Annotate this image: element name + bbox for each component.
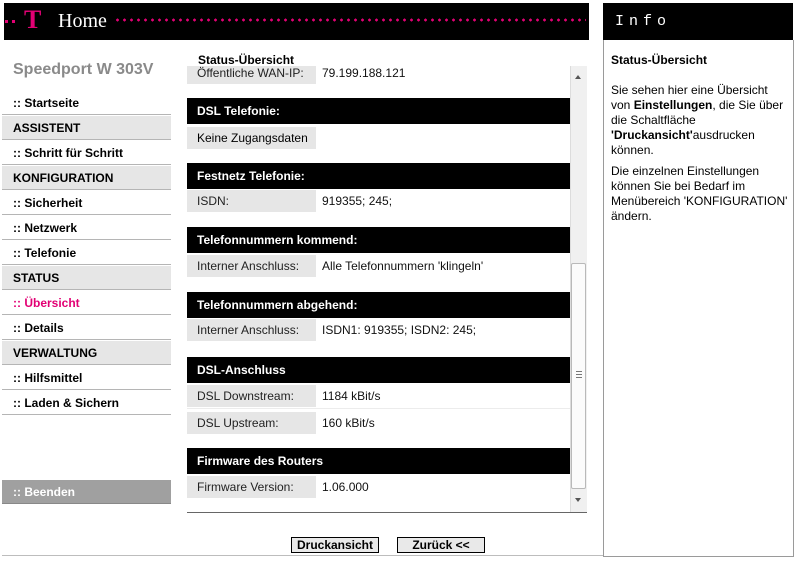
nav-hilfsmittel[interactable]: :: Hilfsmittel (2, 366, 171, 390)
upstream-row (187, 412, 570, 438)
section-header-dsl-telefonie: DSL Telefonie: (187, 98, 570, 124)
nav-section-verwaltung: VERWALTUNG (2, 341, 171, 365)
wan-ip-label: Öffentliche WAN-IP: (187, 66, 316, 84)
content-bottom-rule (187, 512, 587, 513)
nav-startseite[interactable]: :: Startseite (2, 91, 171, 115)
print-view-button[interactable]: Druckansicht (291, 537, 379, 553)
isdn-label: ISDN: (187, 190, 316, 212)
nav-sicherheit[interactable]: :: Sicherheit (2, 191, 171, 215)
row-divider (187, 408, 570, 409)
section-header-kommend: Telefonnummern kommend: (187, 227, 570, 253)
scroll-thumb[interactable] (571, 263, 586, 489)
header-dots-left (4, 14, 14, 28)
downstream-label: DSL Downstream: (187, 385, 316, 407)
info-p1-bold-settings: Einstellungen (633, 98, 713, 112)
section-header-festnetz: Festnetz Telefonie: (187, 163, 570, 189)
nav-details[interactable]: :: Details (2, 316, 171, 340)
info-p1-bold-print: 'Druckansicht' (611, 128, 693, 142)
telekom-logo: T (24, 5, 42, 34)
section-header-dsl-anschluss: DSL-Anschluss (187, 357, 570, 383)
nav-telefonie[interactable]: :: Telefonie (2, 241, 171, 265)
kommend-row (187, 255, 570, 281)
downstream-value: 1184 kBit/s (322, 389, 381, 403)
nav-uebersicht[interactable]: :: Übersicht (2, 291, 171, 315)
wan-ip-value: 79.199.188.121 (322, 66, 406, 80)
info-heading: Status-Übersicht (611, 53, 708, 67)
device-brand: Speedport W 303V (13, 61, 154, 78)
status-content (187, 66, 570, 512)
page-bottom-rule (2, 555, 604, 556)
kommend-value: Alle Telefonnummern 'klingeln' (322, 259, 484, 273)
isdn-row (187, 190, 570, 216)
section-header-abgehend: Telefonnummern abgehend: (187, 292, 570, 318)
info-p1-text-end: ausdrucken können. (611, 128, 755, 157)
info-p1-text: Sie sehen hier eine Übersicht von (611, 83, 768, 112)
dsl-telefonie-row (187, 127, 570, 153)
nav-netzwerk[interactable]: :: Netzwerk (2, 216, 171, 240)
firmware-label: Firmware Version: (187, 476, 316, 498)
dsl-telefonie-value: Keine Zugangsdaten (187, 127, 316, 149)
abgehend-value: ISDN1: 919355; ISDN2: 245; (322, 323, 477, 337)
info-paragraph-2: Die einzelnen Einstellungen können Sie bei Bedarf im Menübereich 'KONFIGURATION' ändern. (611, 164, 788, 223)
back-button[interactable]: Zurück << (397, 537, 485, 553)
nav-section-konfiguration: KONFIGURATION (2, 166, 171, 190)
header-dots-line (114, 18, 586, 22)
scroll-up-arrow-icon[interactable] (570, 70, 587, 86)
firmware-value: 1.06.000 (322, 480, 369, 494)
page-title: Status-Übersicht (198, 53, 295, 67)
section-header-firmware: Firmware des Routers (187, 448, 570, 474)
info-p1-text-mid: , die Sie über die Schaltfläche (611, 98, 784, 127)
upstream-value: 160 kBit/s (322, 416, 375, 430)
logout-button[interactable]: :: Beenden (2, 480, 171, 504)
wan-ip-row (187, 66, 570, 88)
nav-section-assistent: ASSISTENT (2, 116, 171, 140)
isdn-value: 919355; 245; (322, 194, 393, 208)
scroll-down-arrow-icon[interactable] (570, 493, 587, 509)
nav-laden-sichern[interactable]: :: Laden & Sichern (2, 391, 171, 415)
firmware-row (187, 476, 570, 502)
abgehend-row (187, 319, 570, 345)
home-title: Home (58, 10, 107, 32)
nav-schritt-fuer-schritt[interactable]: :: Schritt für Schritt (2, 141, 171, 165)
abgehend-label: Interner Anschluss: (187, 319, 316, 341)
nav-section-status: STATUS (2, 266, 171, 290)
upstream-label: DSL Upstream: (187, 412, 316, 434)
info-paragraph-1 (611, 83, 789, 158)
info-title: Info (615, 13, 672, 30)
kommend-label: Interner Anschluss: (187, 255, 316, 277)
